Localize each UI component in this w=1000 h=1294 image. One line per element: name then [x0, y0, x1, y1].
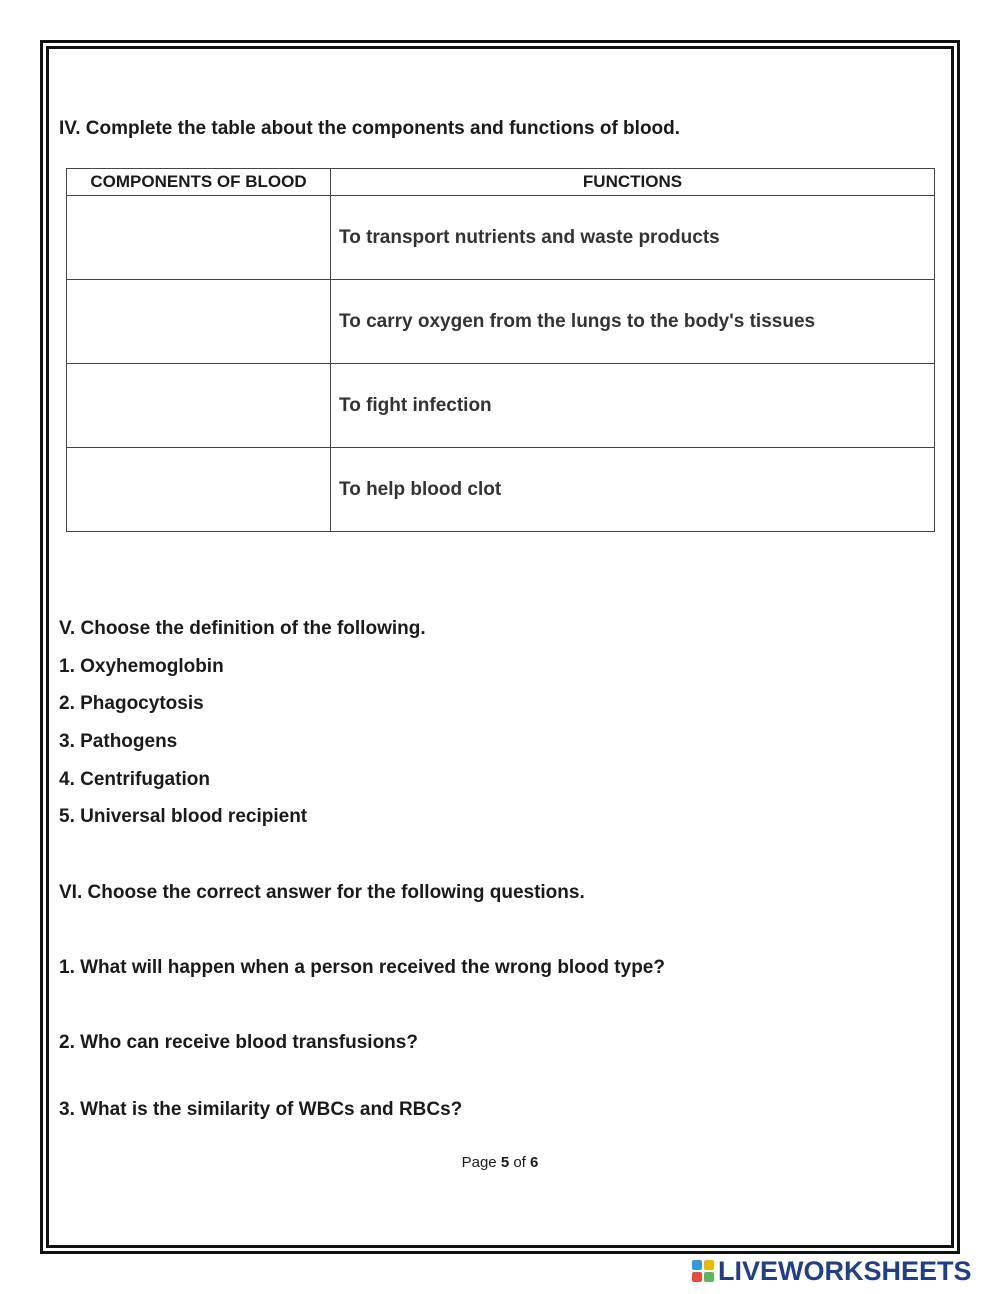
question-item: 1. What will happen when a person received the wrong blood type?	[59, 957, 665, 978]
component-answer-cell[interactable]	[67, 364, 331, 448]
section-4-heading: IV. Complete the table about the components and functions of blood.	[59, 118, 681, 139]
page-label: Page	[461, 1154, 497, 1171]
total-pages: 6	[530, 1154, 539, 1171]
definition-item: 2. Phagocytosis	[59, 693, 204, 714]
section-6-heading: VI. Choose the correct answer for the following questions.	[59, 882, 585, 903]
definition-item: 4. Centrifugation	[59, 769, 210, 790]
definition-item: 3. Pathogens	[59, 731, 178, 752]
component-answer-cell[interactable]	[67, 448, 331, 532]
header-components: COMPONENTS OF BLOOD	[67, 169, 331, 196]
function-cell: To fight infection	[331, 364, 935, 448]
question-item: 2. Who can receive blood transfusions?	[59, 1032, 418, 1053]
header-functions: FUNCTIONS	[331, 169, 935, 196]
blood-components-table	[66, 168, 935, 532]
page-of-label: of	[513, 1154, 526, 1171]
brand-name: LIVEWORKSHEETS	[718, 1255, 972, 1286]
liveworksheets-brand	[692, 1256, 972, 1286]
function-cell: To carry oxygen from the lungs to the body's tissues	[331, 280, 935, 364]
definition-item: 5. Universal blood recipient	[59, 806, 308, 827]
section-5-heading: V. Choose the definition of the following.	[59, 618, 426, 639]
question-item: 3. What is the similarity of WBCs and RBCs?	[59, 1099, 463, 1120]
table-row	[67, 364, 935, 448]
table-row	[67, 448, 935, 532]
table-row	[67, 196, 935, 280]
component-answer-cell[interactable]	[67, 196, 331, 280]
liveworksheets-logo-icon	[692, 1260, 714, 1282]
page-number	[0, 1154, 1000, 1171]
function-cell: To help blood clot	[331, 448, 935, 532]
table-row	[67, 280, 935, 364]
table-header-row	[67, 169, 935, 196]
current-page: 5	[500, 1154, 510, 1171]
function-cell: To transport nutrients and waste products	[331, 196, 935, 280]
definition-item: 1. Oxyhemoglobin	[59, 656, 224, 677]
component-answer-cell[interactable]	[67, 280, 331, 364]
